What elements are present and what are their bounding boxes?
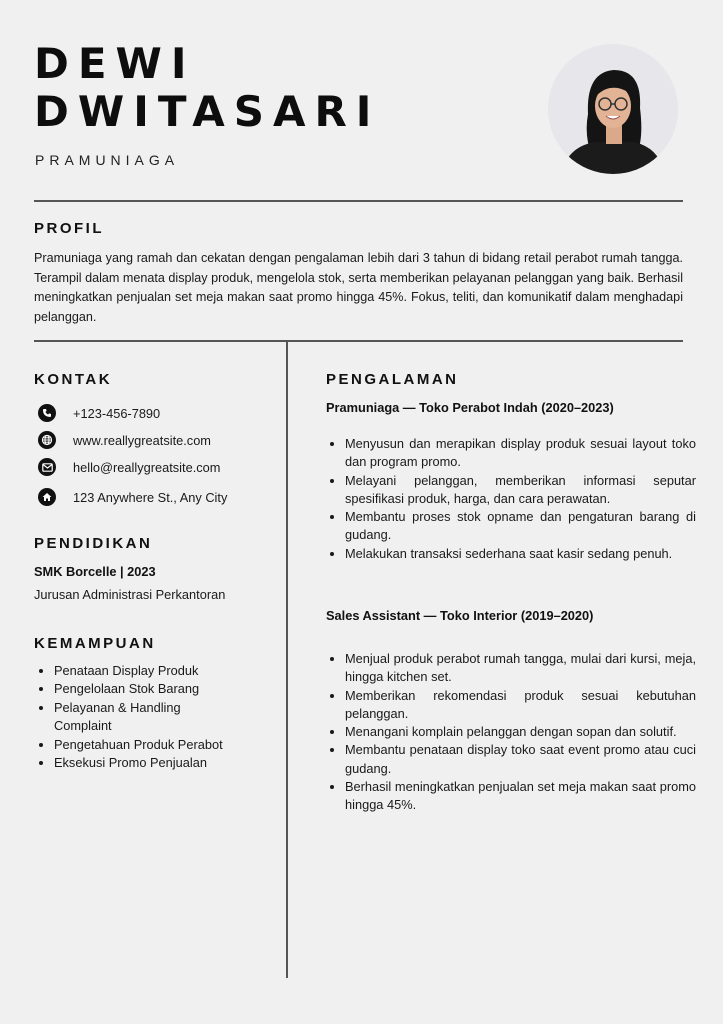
- skill-item: • Penataan Display Produk: [54, 662, 284, 680]
- contact-address: [38, 488, 227, 506]
- job-bullet: • Melayani pelanggan, memberikan informasi seputar spesifikasi produk, harga, dan cara perawatan.: [345, 472, 696, 509]
- job-bullet: • Memberikan rekomendasi produk sesuai kebutuhan pelanggan.: [345, 687, 696, 724]
- header-divider: [34, 200, 683, 202]
- job-bullets: [326, 650, 696, 815]
- education-school: SMK Borcelle | 2023: [34, 564, 156, 579]
- globe-icon: [38, 431, 56, 449]
- profile-photo: [548, 44, 678, 174]
- job-bullet: • Menjual produk perabot rumah tangga, mulai dari kursi, meja, hingga kitchen set.: [345, 650, 696, 687]
- email-address[interactable]: hello@reallygreatsite.com: [73, 459, 221, 475]
- skills-list: [34, 662, 284, 772]
- skill-item: • Pengelolaan Stok Barang: [54, 680, 284, 698]
- home-icon: [38, 488, 56, 506]
- job-role: PRAMUNIAGA: [35, 152, 180, 168]
- job-bullets: [326, 435, 696, 563]
- job-bullet: • Melakukan transaksi sederhana saat kasir sedang penuh.: [345, 545, 696, 563]
- profile-summary: Pramuniaga yang ramah dan cekatan dengan pengalaman lebih dari 3 tahun di bidang retail perabot rumah tangga. Terampil dalam menata display produk, mengelola stok, serta memberikan pelayanan pelanggan yang baik. Berhasil meningkatkan penjualan set meja makan saat promo hingga 45%. Fokus, teliti, dan komunikatif dalam menghadapi pelanggan.: [34, 251, 683, 324]
- job-bullet: • Membantu penataan display toko saat event promo atau cuci gudang.: [345, 741, 696, 778]
- website-url[interactable]: www.reallygreatsite.com: [73, 432, 211, 448]
- education-section-title: PENDIDIKAN: [34, 535, 153, 552]
- person-portrait-icon: [548, 44, 678, 174]
- job-bullet: • Menyusun dan merapikan display produk sesuai layout toko dan program promo.: [345, 435, 696, 472]
- name-line-last: DWITASARI: [34, 87, 381, 136]
- skills-section-title: KEMAMPUAN: [34, 635, 156, 652]
- skill-item: • Pelayanan & Handling Complaint: [54, 699, 199, 736]
- skill-item: • Eksekusi Promo Penjualan: [54, 754, 284, 772]
- job-bullet: • Menangani komplain pelanggan dengan sopan dan solutif.: [345, 723, 696, 741]
- phone-number: +123-456-7890: [73, 405, 161, 421]
- profile-section-title: PROFIL: [34, 220, 104, 237]
- job-bullet: • Berhasil meningkatkan penjualan set meja makan saat promo hingga 45%.: [345, 778, 696, 815]
- resume-name: [34, 40, 380, 136]
- experience-section-title: PENGALAMAN: [326, 371, 459, 388]
- contact-phone: [38, 404, 160, 422]
- job-title: Pramuniaga — Toko Perabot Indah (2020–2023): [326, 400, 614, 415]
- column-divider: [286, 342, 288, 978]
- contact-email: [38, 458, 220, 476]
- contact-website: [38, 431, 211, 449]
- contact-section-title: KONTAK: [34, 371, 113, 388]
- email-icon: [38, 458, 56, 476]
- job-bullet: • Membantu proses stok opname dan pengaturan barang di gudang.: [345, 508, 696, 545]
- profile-divider: [34, 340, 683, 342]
- skill-item: • Pengetahuan Produk Perabot: [54, 736, 284, 754]
- phone-icon: [38, 404, 56, 422]
- job-title: Sales Assistant — Toko Interior (2019–2020): [326, 608, 594, 623]
- education-major: Jurusan Administrasi Perkantoran: [34, 587, 226, 602]
- address-text: 123 Anywhere St., Any City: [73, 489, 228, 505]
- name-line-first: DEWI: [34, 39, 196, 88]
